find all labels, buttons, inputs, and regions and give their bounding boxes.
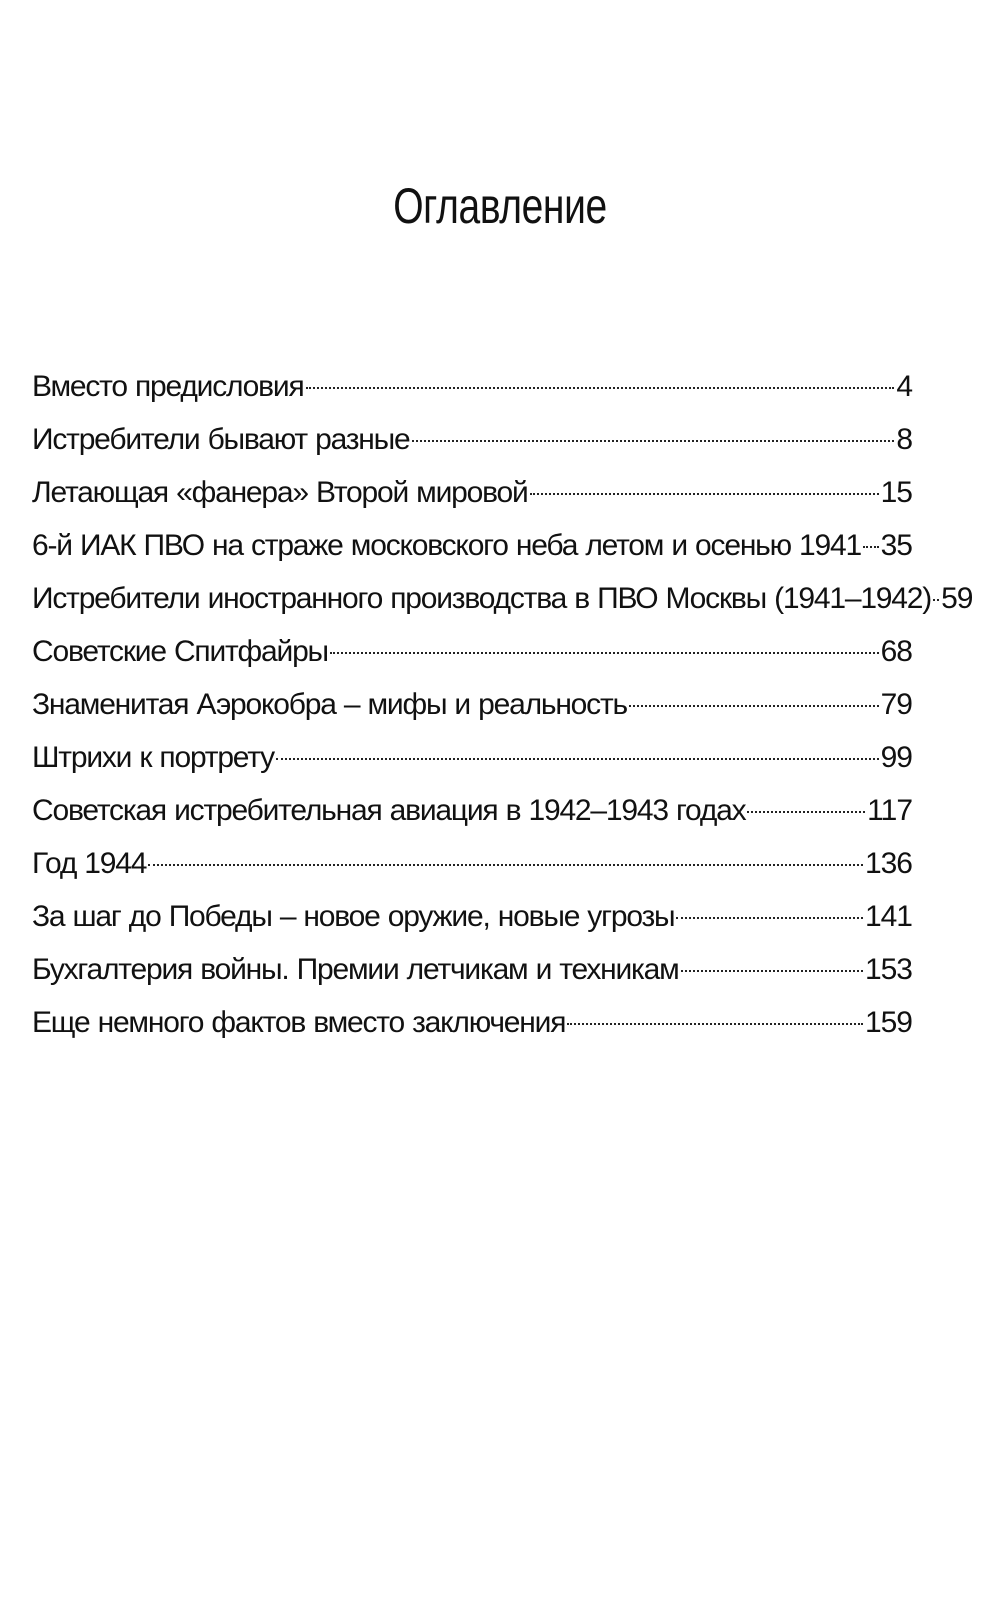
- toc-entry: [32, 572, 973, 625]
- toc-entry-title: Вместо предисловия: [32, 370, 304, 403]
- toc-page-number: 59: [941, 582, 973, 615]
- dot-leader: [330, 652, 879, 654]
- dot-leader: [863, 546, 879, 548]
- toc-page-number: 159: [864, 1006, 912, 1039]
- toc-entry: [32, 996, 912, 1049]
- toc-page-number: 153: [864, 953, 912, 986]
- dot-leader: [306, 387, 895, 389]
- dot-leader: [148, 864, 863, 866]
- toc-entry: [32, 784, 912, 837]
- toc-entry-title: Советские Спитфайры: [32, 635, 328, 668]
- toc-entry-title: Истребители иностранного производства в ПВО Москвы (1941–1942): [32, 582, 932, 615]
- toc-page-number: 79: [880, 688, 912, 721]
- toc-page-number: 136: [864, 847, 912, 880]
- dot-leader: [629, 705, 879, 707]
- toc-entry: [32, 519, 912, 572]
- toc-entry-title: 6-й ИАК ПВО на страже московского неба летом и осенью 1941: [32, 529, 861, 562]
- toc-page-number: 68: [880, 635, 912, 668]
- toc-page-number: 35: [880, 529, 912, 562]
- toc-entry-title: Советская истребительная авиация в 1942–1943 годах: [32, 794, 746, 827]
- dot-leader: [676, 917, 863, 919]
- toc-entry-title: Летающая «фанера» Второй мировой: [32, 476, 528, 509]
- toc-entry: [32, 731, 912, 784]
- toc-entry-title: Бухгалтерия войны. Премии летчикам и техникам: [32, 953, 679, 986]
- toc-entry: [32, 890, 912, 943]
- toc-entry: [32, 625, 912, 678]
- toc-entry-title: Знаменитая Аэрокобра – мифы и реальность: [32, 688, 627, 721]
- toc-entry: [32, 466, 912, 519]
- toc-entry: [32, 678, 912, 731]
- toc-entry: [32, 943, 912, 996]
- toc-page-number: 117: [867, 794, 912, 827]
- table-of-contents: [32, 360, 973, 1049]
- dot-leader: [747, 811, 865, 813]
- toc-entry: [32, 413, 912, 466]
- toc-entry-title: За шаг до Победы – новое оружие, новые угрозы: [32, 900, 675, 933]
- toc-entry-title: Год 1944: [32, 847, 147, 880]
- toc-page-number: 8: [896, 423, 912, 456]
- toc-page-number: 15: [880, 476, 912, 509]
- toc-page-number: 99: [880, 741, 912, 774]
- page-title: Оглавление: [393, 177, 607, 234]
- dot-leader: [681, 970, 863, 972]
- toc-entry-title: Истребители бывают разные: [32, 423, 410, 456]
- toc-entry: [32, 837, 912, 890]
- toc-page-number: 141: [864, 900, 912, 933]
- toc-entry: [32, 360, 912, 413]
- dot-leader: [276, 758, 879, 760]
- dot-leader: [933, 599, 939, 601]
- dot-leader: [530, 493, 879, 495]
- toc-entry-title: Еще немного фактов вместо заключения: [32, 1006, 566, 1039]
- toc-entry-title: Штрихи к портрету: [32, 741, 274, 774]
- dot-leader: [567, 1023, 863, 1025]
- dot-leader: [412, 440, 895, 442]
- toc-page-number: 4: [896, 370, 912, 403]
